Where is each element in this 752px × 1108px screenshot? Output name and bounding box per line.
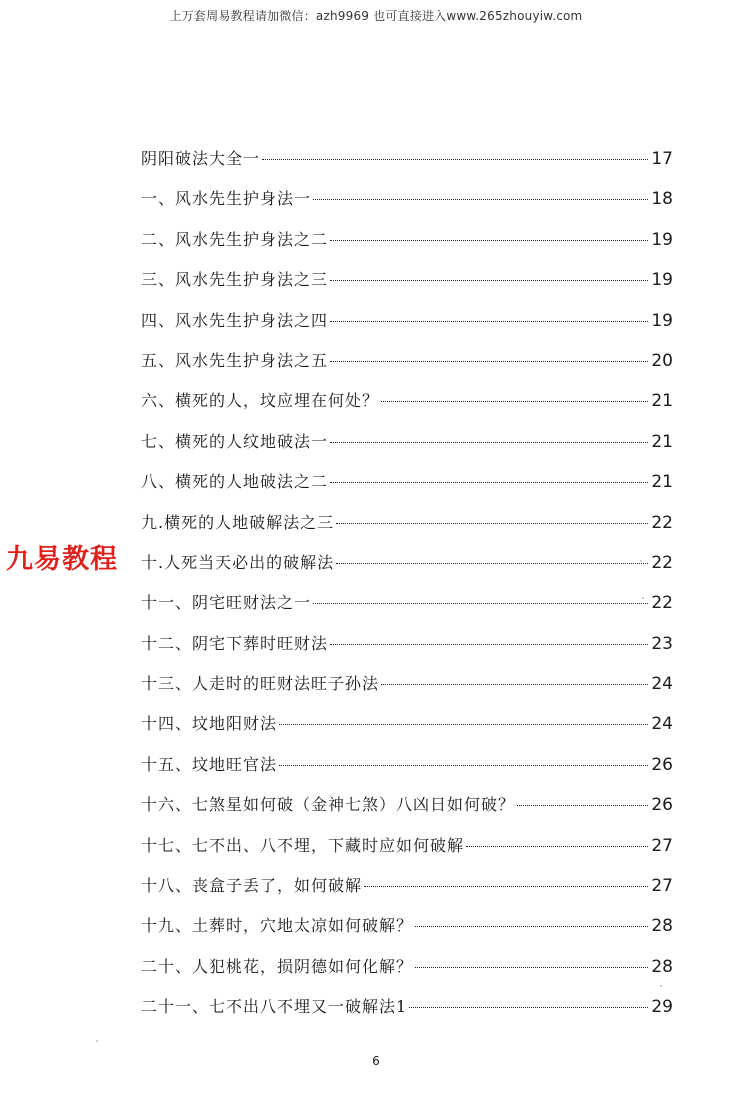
toc-entry-page: 24: [651, 714, 673, 735]
toc-entry-page: 21: [651, 472, 673, 493]
toc-entry-title: 十二、阴宅下葬时旺财法: [141, 633, 329, 653]
toc-leader-dots: [415, 967, 648, 968]
toc-leader-dots: [381, 401, 648, 402]
toc-entry-page: 26: [651, 795, 673, 816]
toc-entry-title: 五、风水先生护身法之五: [141, 350, 329, 370]
toc-entry: [141, 550, 673, 590]
toc-entry-page: 21: [651, 431, 673, 452]
toc-entry: [141, 429, 673, 469]
toc-leader-dots: [330, 280, 648, 281]
toc-entry-title: 二十一、七不出八不埋又一破解法1: [141, 997, 408, 1017]
toc-entry-title: 十三、人走时的旺财法旺子孙法: [141, 674, 380, 694]
toc-leader-dots: [262, 159, 648, 160]
toc-entry-page: 19: [651, 229, 673, 250]
toc-entry-page: 29: [651, 997, 673, 1018]
toc-leader-dots: [409, 1007, 648, 1008]
toc-leader-dots: [381, 684, 648, 685]
toc-entry-title: 十四、坟地阳财法: [141, 714, 278, 734]
toc-entry: [141, 186, 673, 226]
toc-entry: [141, 792, 673, 832]
toc-entry: [141, 469, 673, 509]
toc-entry-page: 27: [651, 835, 673, 856]
toc-leader-dots: [517, 805, 648, 806]
toc-leader-dots: [313, 603, 648, 604]
scan-speck: [642, 597, 644, 599]
toc-entry-page: 28: [651, 956, 673, 977]
toc-entry-page: 22: [651, 512, 673, 533]
toc-leader-dots: [330, 240, 648, 241]
toc-entry-title: 阴阳破法大全一: [141, 149, 261, 168]
toc-entry-page: 28: [651, 916, 673, 937]
toc-entry: [141, 590, 673, 630]
toc-leader-dots: [330, 321, 648, 322]
toc-entry-page: 21: [651, 391, 673, 412]
toc-leader-dots: [330, 442, 648, 443]
scan-speck: [96, 1040, 98, 1042]
toc-entry-page: 20: [651, 350, 673, 371]
toc-entry: [141, 308, 673, 348]
toc-entry: [141, 954, 673, 994]
toc-entry-title: 十六、七煞星如何破（金神七煞）八凶日如何破？: [141, 795, 516, 815]
toc-entry: [141, 711, 673, 751]
toc-leader-dots: [466, 846, 648, 847]
toc-entry-title: 十七、七不出、八不埋，下藏时应如何破解: [141, 835, 465, 855]
toc-entry: [141, 873, 673, 913]
table-of-contents: [141, 146, 673, 1035]
toc-entry: [141, 913, 673, 953]
toc-entry-title: 三、风水先生护身法之三: [141, 270, 329, 290]
toc-entry-page: 22: [651, 552, 673, 573]
toc-entry-title: 十.人死当天必出的破解法: [141, 552, 335, 572]
toc-entry: [141, 833, 673, 873]
toc-leader-dots: [330, 482, 648, 483]
toc-entry-title: 八、横死的人地破法之二: [141, 472, 329, 492]
toc-leader-dots: [279, 724, 648, 725]
toc-entry-page: 17: [651, 149, 673, 169]
scan-speck: [660, 985, 662, 987]
toc-entry-page: 18: [651, 189, 673, 210]
toc-entry-title: 一、风水先生护身法一: [141, 189, 312, 209]
toc-entry: [141, 671, 673, 711]
toc-entry-title: 九.横死的人地破解法之三: [141, 512, 335, 532]
toc-entry: [141, 388, 673, 428]
toc-entry-title: 四、风水先生护身法之四: [141, 310, 329, 330]
toc-entry: [141, 146, 673, 186]
page-number: 6: [372, 1054, 380, 1068]
toc-leader-dots: [336, 563, 648, 564]
watermark-logo: 九易教程: [6, 544, 118, 575]
toc-entry-title: 十九、土葬时，穴地太凉如何破解？: [141, 916, 414, 936]
toc-leader-dots: [364, 886, 648, 887]
toc-entry-title: 六、横死的人，坟应埋在何处？: [141, 391, 380, 411]
toc-entry-page: 19: [651, 270, 673, 291]
toc-entry: [141, 267, 673, 307]
toc-entry-page: 26: [651, 754, 673, 775]
toc-entry: [141, 510, 673, 550]
toc-leader-dots: [336, 523, 648, 524]
toc-entry-title: 二、风水先生护身法之二: [141, 229, 329, 249]
toc-entry-page: 19: [651, 310, 673, 331]
toc-entry-title: 七、横死的人纹地破法一: [141, 431, 329, 451]
toc-entry-title: 十一、阴宅旺财法之一: [141, 593, 312, 613]
toc-entry: [141, 348, 673, 388]
toc-entry: [141, 227, 673, 267]
toc-entry: [141, 631, 673, 671]
toc-entry-title: 十八、丧盒子丢了，如何破解: [141, 876, 363, 896]
toc-entry-page: 24: [651, 674, 673, 695]
scan-speck: [640, 560, 642, 562]
toc-leader-dots: [279, 765, 648, 766]
toc-entry-title: 二十、人犯桃花，损阴德如何化解？: [141, 956, 414, 976]
toc-entry: [141, 752, 673, 792]
toc-entry-page: 22: [651, 593, 673, 614]
toc-leader-dots: [330, 644, 648, 645]
toc-leader-dots: [313, 199, 648, 200]
toc-entry-page: 27: [651, 876, 673, 897]
toc-leader-dots: [415, 926, 648, 927]
toc-entry: [141, 994, 673, 1034]
toc-entry-page: 23: [651, 633, 673, 654]
toc-entry-title: 十五、坟地旺官法: [141, 754, 278, 774]
page-header: 上万套周易教程请加微信：azh9969 也可直接进入www.265zhouyiw.com: [169, 9, 583, 23]
toc-leader-dots: [330, 361, 648, 362]
